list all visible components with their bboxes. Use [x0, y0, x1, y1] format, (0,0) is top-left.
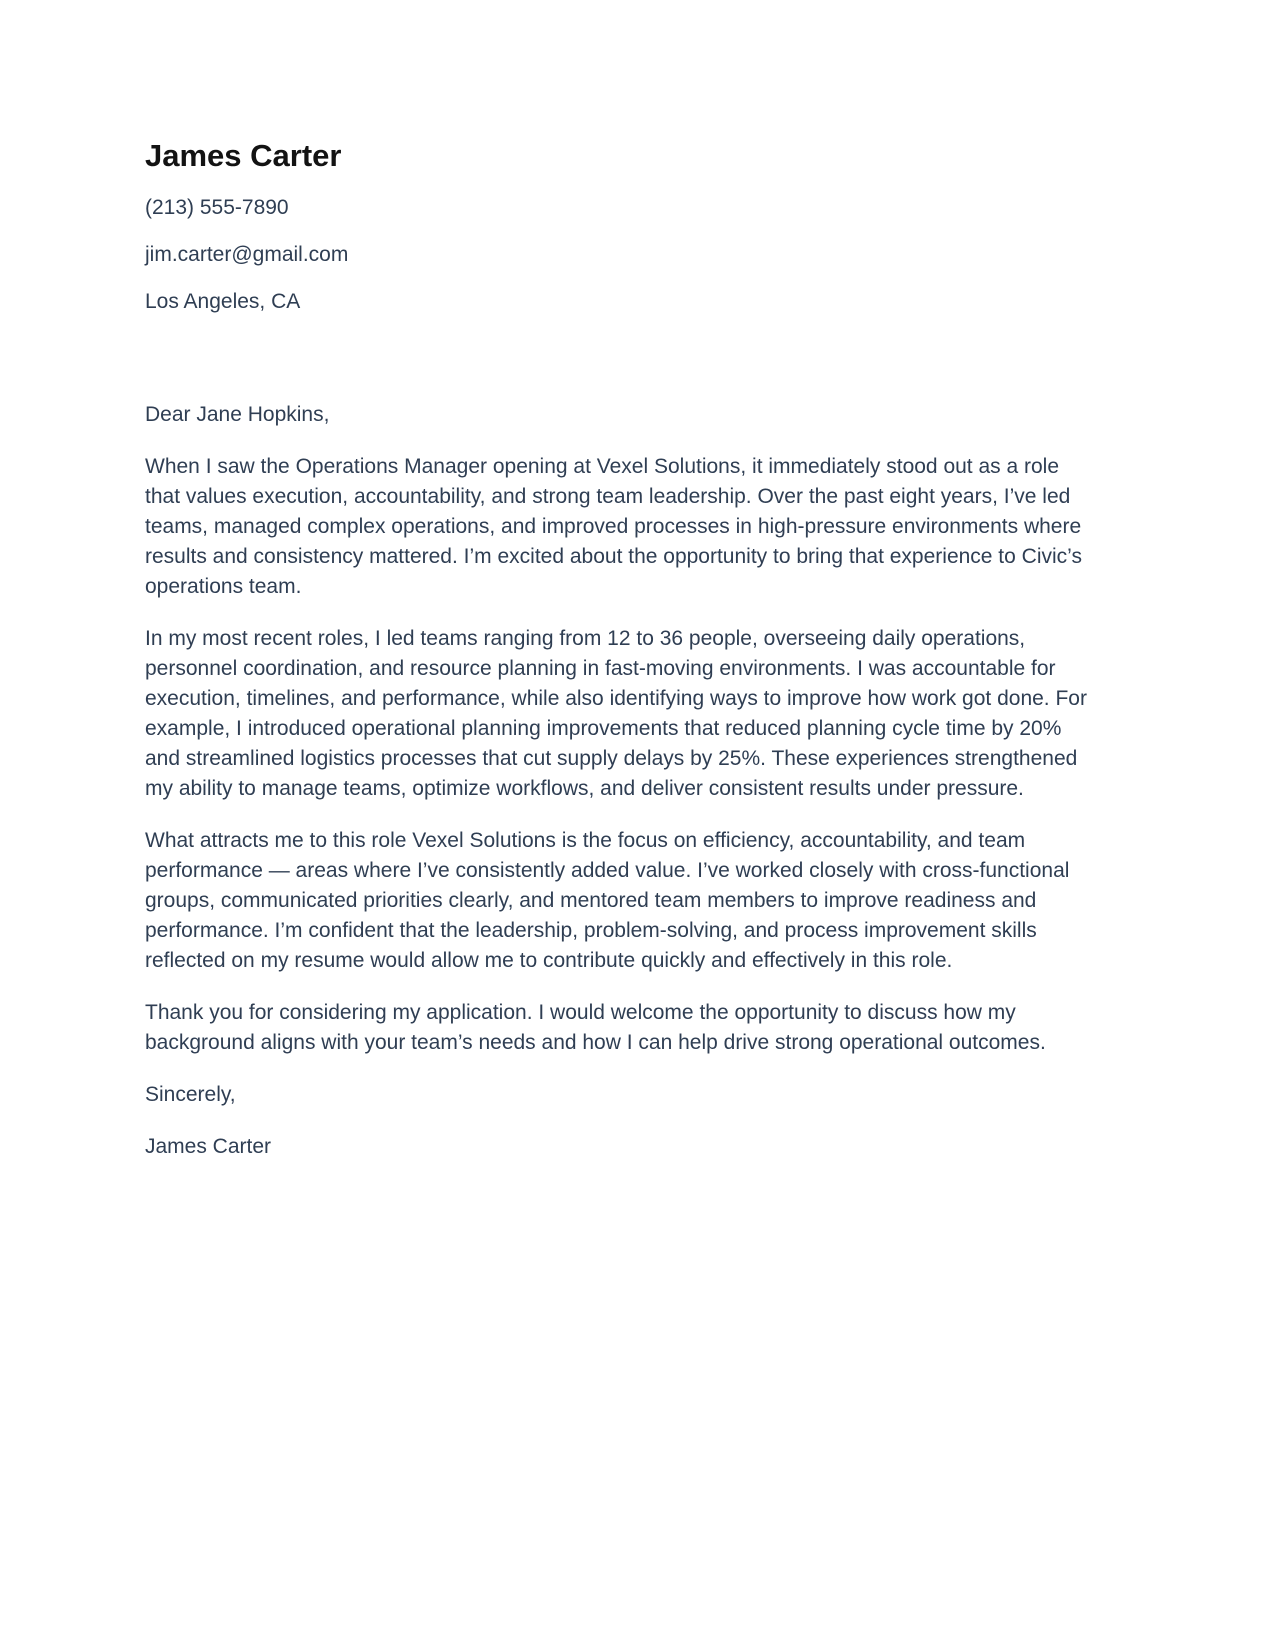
location-text: Los Angeles, CA: [145, 290, 301, 313]
signature-text: James Carter: [145, 1135, 272, 1158]
email-text: jim.carter@gmail.com: [145, 243, 349, 266]
letter-paragraph: What attracts me to this role Vexel Solutions is the focus on efficiency, accountability, and team performance — areas where I’ve consistently added value. I’ve worked closely with cross-functional groups, communicated priorities clearly, and mentored team members to improve readiness and performance. I’m confident that the leadership, problem-solving, and process improvement skills reflected on my resume would allow me to contribute quickly and effectively in this role.: [145, 829, 1070, 972]
letter-paragraph: When I saw the Operations Manager opening at Vexel Solutions, it immediately stood out as a role that values execution, accountability, and strong team leadership. Over the past eight years, I’ve led teams, managed complex operations, and improved processes in high-pressure environments where results and consistency mattered. I’m excited about the opportunity to bring that experience to Civic’s operations team.: [145, 455, 1082, 598]
greeting-text: Dear Jane Hopkins,: [145, 403, 330, 426]
closing-text: Sincerely,: [145, 1083, 236, 1106]
phone-text: (213) 555-7890: [145, 196, 289, 219]
letter-paragraph: In my most recent roles, I led teams ranging from 12 to 36 people, overseeing daily operations, personnel coordination, and resource planning in fast-moving environments. I was accountable for execution, timelines, and performance, while also identifying ways to improve how work got done. For example, I introduced operational planning improvements that reduced planning cycle time by 20% and streamlined logistics processes that cut supply delays by 25%. These experiences strengthened my ability to manage teams, optimize workflows, and deliver consistent results under pressure.: [145, 627, 1087, 800]
author-name-heading: James Carter: [145, 138, 342, 173]
letter-paragraph: Thank you for considering my application. I would welcome the opportunity to discuss how my background aligns with your team’s needs and how I can help drive strong operational outcomes.: [145, 1001, 1046, 1054]
